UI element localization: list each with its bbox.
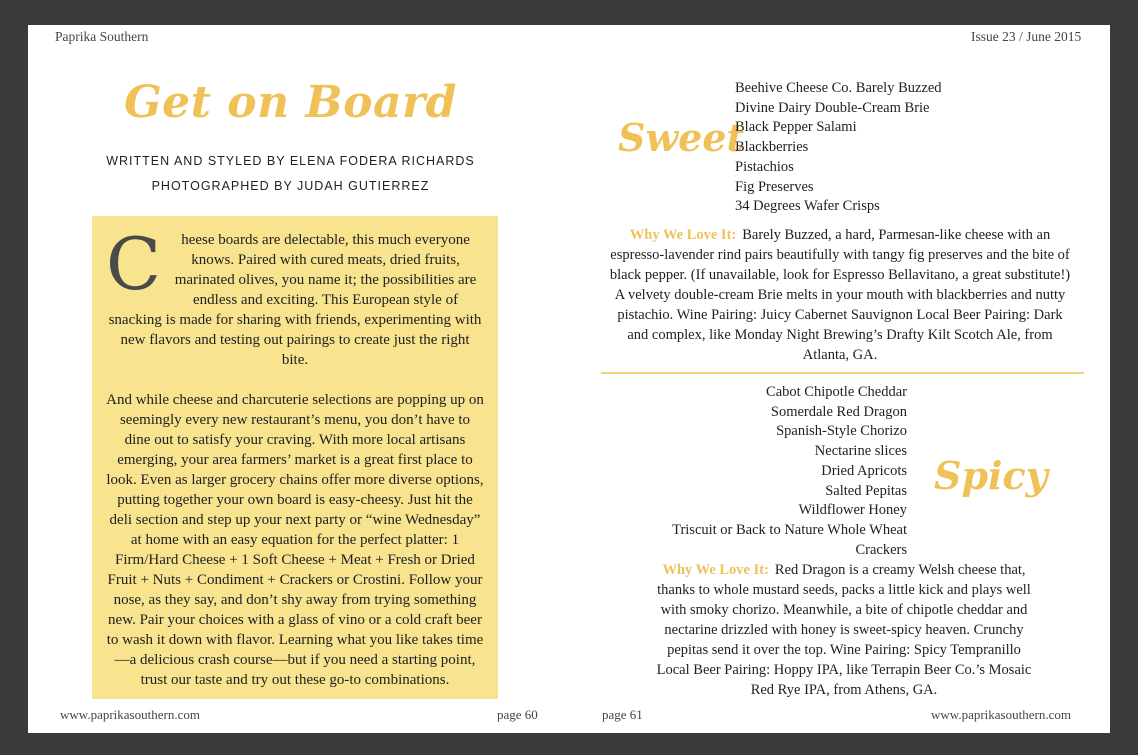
sweet-why-label: Why We Love It: <box>629 227 737 243</box>
issue-date: Issue 23 / June 2015 <box>971 29 1082 44</box>
list-item: Wildflower Honey <box>798 502 907 519</box>
list-item: Triscuit or Back to Nature Whole Wheat <box>672 521 907 538</box>
essay-paragraph-1-text: heese boards are delectable, this much everyone knows. Paired with cured meats, dried fruits, marinated olives, you name it; the possibilities are endless and exciting. This European style of snacking is made for sharing with friends, experimenting with new flavors and testing out pairings to create just the right bite. <box>108 232 482 368</box>
list-item: Black Pepper Salami <box>735 119 857 136</box>
sweet-ingredient-list <box>735 79 942 217</box>
section-divider <box>601 372 1084 374</box>
list-item: Crackers <box>855 541 907 558</box>
list-item: Divine Dairy Double-Cream Brie <box>735 99 930 116</box>
writer-credit: WRITTEN AND STYLED BY ELENA FODERA RICHARDS <box>106 154 475 168</box>
left-page <box>28 25 569 733</box>
intro-essay-box <box>92 216 498 699</box>
list-item: Cabot Chipotle Cheddar <box>766 384 907 400</box>
list-item: Salted Pepitas <box>825 482 907 499</box>
page-number-right: page 61 <box>602 707 643 722</box>
photographer-credit: PHOTOGRAPHED BY JUDAH GUTIERREZ <box>151 179 430 193</box>
spicy-why-label: Why We Love It: <box>662 562 769 578</box>
article-title: Get on Board <box>124 77 457 128</box>
essay-paragraph-1 <box>106 222 484 370</box>
spicy-why-text: Red Dragon is a creamy Welsh cheese that, thanks to whole mustard seeds, packs a little kick and plays well with smoky chorizo. Meanwhile, a bite of chipotle cheddar and nectarine drizzled with honey is sweet-spicy heaven. Crunchy pepitas send it over the top. Wine Pairing: Spicy Tempranillo Local Beer Pairing: Hoppy IPA, like Terrapin Beer Co.’s Mosaic Red Rye IPA, from Athens, GA. <box>656 562 1032 698</box>
list-item: Spanish-Style Chorizo <box>776 423 907 440</box>
list-item: Nectarine slices <box>814 443 907 460</box>
sweet-why-we-love-it <box>609 225 1071 365</box>
list-item: Fig Preserves <box>735 178 814 195</box>
list-item: Beehive Cheese Co. Barely Buzzed <box>735 80 942 96</box>
spicy-section-title: Spicy <box>934 453 1048 498</box>
article-credits <box>28 149 553 199</box>
list-item: Pistachios <box>735 158 794 175</box>
magazine-name: Paprika Southern <box>55 29 149 44</box>
footer-url-right[interactable]: www.paprikasouthern.com <box>931 707 1071 722</box>
list-item: Somerdale Red Dragon <box>770 403 907 420</box>
essay-paragraph-2: And while cheese and charcuterie selections are popping up on seemingly every new restaurant’s menu, you don’t have to dine out to satisfy your craving. With more local artisans emerging, your area farmers’ market is a great first place to look. Even as larger grocery chains offer more diverse options, putting together your own board is easy-cheesy. Just hit the deli section and step up your next party or “wine Wednesday” at home with an easy equation for the perfect platter: 1 Firm/Hard Cheese + 1 Soft Cheese + Meat + Fresh or Dried Fruit + Nuts + Condiment + Crackers or Crostini. Follow your nose, as they say, and don’t shy away from trying something new. Pair your choices with a glass of vino or a cold craft beer to wash it down with flavor. Learning what you like takes time—a delicious crash course—but if you need a starting point, trust our taste and try out these go-to combinations. <box>106 392 484 688</box>
right-page <box>569 25 1110 733</box>
sweet-section-title: Sweet <box>618 115 745 160</box>
list-item: Blackberries <box>735 139 809 156</box>
drop-cap: C <box>106 222 162 306</box>
magazine-spread <box>28 25 1110 733</box>
spicy-why-we-love-it <box>654 560 1034 700</box>
list-item: 34 Degrees Wafer Crisps <box>735 198 880 215</box>
footer-url-left[interactable]: www.paprikasouthern.com <box>60 707 200 722</box>
page-number-left: page 60 <box>497 707 538 722</box>
sweet-why-text: Barely Buzzed, a hard, Parmesan-like cheese with an espresso-lavender rind pairs beautifully with tangy fig preserves and the bite of black pepper. (If unavailable, look for Espresso Bellavitano, a great substitute!) A velvety double-cream Brie melts in your mouth with blackberries and nutty pistachio. Wine Pairing: Juicy Cabernet Sauvignon Local Beer Pairing: Dark and complex, like Monday Night Brewing’s Drafty Kilt Scotch Ale, from Atlanta, GA. <box>609 227 1071 363</box>
list-item: Dried Apricots <box>821 462 907 479</box>
spicy-ingredient-list <box>649 383 907 560</box>
